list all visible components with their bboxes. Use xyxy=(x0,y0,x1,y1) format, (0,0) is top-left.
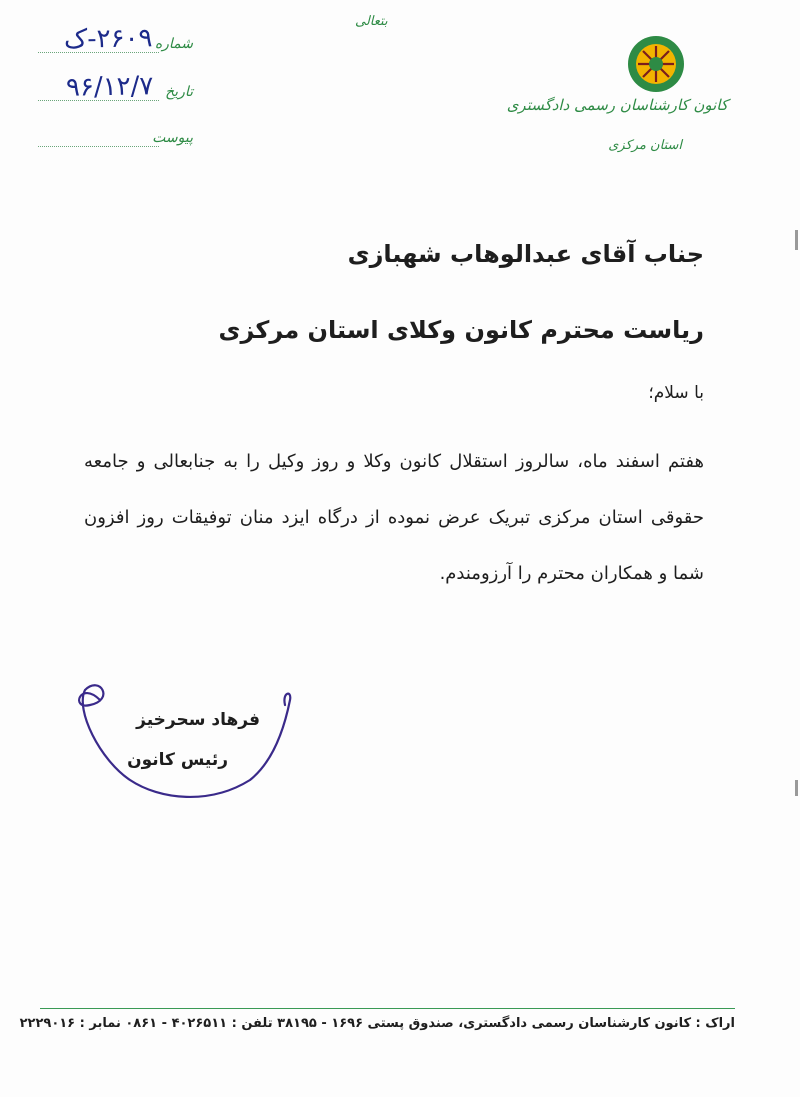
attachment-dotted-line xyxy=(38,146,159,147)
date-label: تاریخ xyxy=(165,84,193,100)
number-handwritten-value: ۲۶۰۹-ک xyxy=(64,23,154,55)
scan-edge-mark xyxy=(795,780,798,796)
organization-name: کانون کارشناسان رسمی دادگستری xyxy=(506,96,728,114)
addressee-name: جناب آقای عبدالوهاب شهبازی xyxy=(347,240,704,268)
organization-province: استان مرکزی xyxy=(608,138,682,153)
attachment-row xyxy=(38,124,193,154)
signatory-title: رئیس کانون xyxy=(127,750,228,770)
signatory-name: فرهاد سحرخیز xyxy=(136,710,260,730)
attachment-label: پیوست xyxy=(152,130,193,146)
organization-emblem-icon xyxy=(626,34,686,94)
handwritten-signature-icon xyxy=(60,670,310,820)
greeting: با سلام؛ xyxy=(648,383,704,403)
number-row xyxy=(38,23,193,60)
scan-edge-mark xyxy=(795,230,798,250)
number-label: شماره xyxy=(154,36,193,52)
date-row xyxy=(38,71,193,108)
invocation-text: بتعالی xyxy=(355,14,388,29)
addressee-title: ریاست محترم کانون وکلای استان مرکزی xyxy=(218,316,704,344)
letter-body: هفتم اسفند ماه، سالروز استقلال کانون وکلا و روز وکیل را به جنابعالی و جامعه حقوقی استان مرکزی تبریک عرض نموده از درگاه ایزد منان توفیقات روز افزون شما و همکاران محترم را آرزومندم. xyxy=(84,451,704,584)
footer-contact-info: اراک : کانون کارشناسان رسمی دادگستری، صندوق پستی ۱۶۹۶ - ۳۸۱۹۵ تلفن : ۴۰۲۶۵۱۱ - ۰۸۶۱ نمابر : ۲۲۲۹۰۱۶ xyxy=(19,1016,735,1031)
date-handwritten-value: ۹۶/۱۲/۷ xyxy=(65,71,154,103)
footer-divider xyxy=(40,1008,735,1009)
